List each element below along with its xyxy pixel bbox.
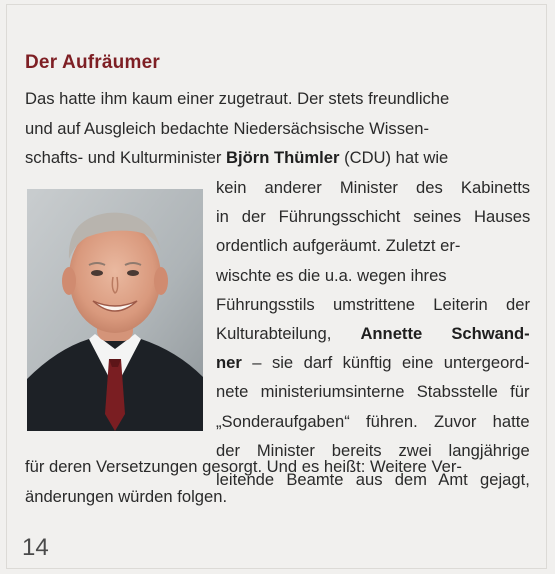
body-text: ordentlich aufgeräumt. Zuletzt er-: [216, 236, 461, 256]
body-text: Kulturabteilung,: [216, 324, 361, 343]
body-line: [25, 487, 227, 507]
body-line: [216, 324, 530, 344]
page-number: 14: [22, 534, 49, 561]
body-text: schafts- und Kulturminister: [25, 148, 227, 167]
article-headline: Der Aufräumer: [25, 52, 160, 73]
body-text: nete ministeriumsinterne Stabsstelle für: [216, 382, 530, 402]
body-line: [25, 457, 462, 477]
body-text: der Minister bereits zwei langjährige: [216, 440, 530, 460]
portrait-photo: [27, 189, 203, 431]
person-name: Björn Thümler: [226, 148, 340, 167]
body-text: „Sonderaufgaben“ führen. Zuvor hatte: [216, 411, 530, 431]
body-text: (CDU) hat wie: [339, 148, 449, 167]
body-text: leitende Beamte aus dem Amt gejagt,: [216, 470, 530, 489]
body-text: wischte es die u.a. wegen ihres: [216, 265, 447, 285]
body-line: [216, 353, 530, 373]
body-line: [216, 178, 530, 198]
body-line: [25, 89, 449, 109]
body-text: Führungsstils umstrittene Leiterin der: [216, 294, 530, 314]
body-line: [216, 266, 447, 286]
body-text: und auf Ausgleich bedachte Niedersächsische Wissen-: [25, 119, 430, 138]
body-line: [25, 119, 429, 139]
body-text: in der Führungsschicht seines Hauses: [216, 207, 531, 227]
body-line: [216, 382, 530, 402]
person-name: ner: [216, 353, 242, 373]
body-text: für deren Versetzungen gesorgt. Und es heißt: Weitere Ver-: [25, 457, 462, 476]
body-line: [216, 412, 530, 432]
body-line: [25, 148, 448, 168]
body-text: kein anderer Minister des Kabinetts: [216, 178, 531, 197]
body-text: – sie darf künftig eine untergeord-: [241, 353, 530, 373]
body-line: [216, 207, 530, 227]
body-line: [216, 236, 460, 256]
body-text: Das hatte ihm kaum einer zugetraut. Der stets freundliche: [25, 89, 450, 108]
person-name: Annette Schwand-: [360, 324, 530, 343]
body-line: [216, 295, 530, 315]
body-text: änderungen würden folgen.: [25, 487, 228, 506]
